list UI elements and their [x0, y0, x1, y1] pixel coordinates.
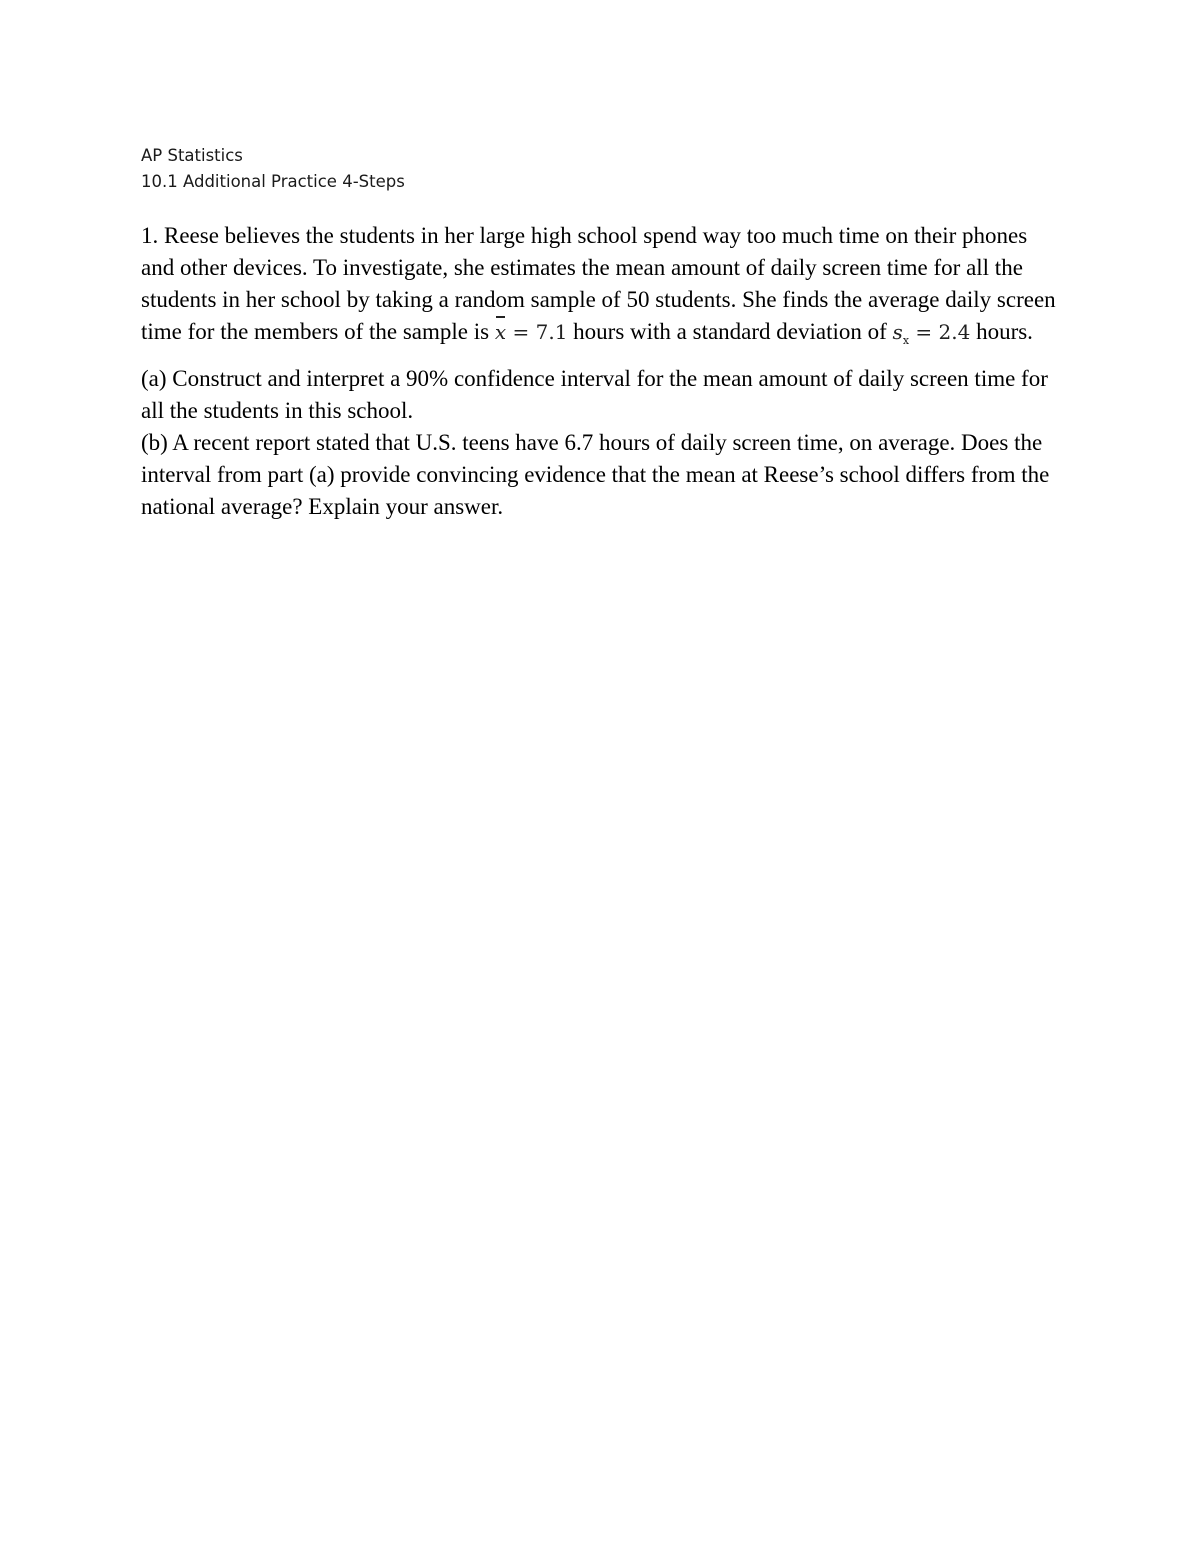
course-title: AP Statistics [141, 146, 243, 165]
x-bar-symbol: x [495, 316, 506, 348]
s-subscript: x [902, 334, 910, 347]
sample-sd-value: = 2.4 [909, 320, 971, 344]
part-b: (b) A recent report stated that U.S. teens have 6.7 hours of daily screen time, on average. Does the interval from part (a) provide convincing evidence that the mean at Reese’s school differs from the national average? Explain your answer. [141, 430, 1050, 519]
sample-mean-value: = 7.1 [506, 320, 568, 344]
problem-middle: hours with a standard deviation of [567, 319, 887, 344]
assignment-title: 10.1 Additional Practice 4-Steps [141, 172, 405, 191]
problem-statement [141, 220, 1061, 357]
document-header [141, 143, 405, 195]
part-a: (a) Construct and interpret a 90% confidence interval for the mean amount of daily screen time for all the students in this school. [141, 366, 1048, 423]
problem-end: hours. [970, 319, 1033, 344]
problem-1 [141, 220, 1061, 523]
s-symbol: $s_x$ [892, 320, 910, 347]
sample-mean-expression [495, 320, 568, 344]
problem-intro: 1. Reese believes the students in her large high school spend way too much time on their phones and other devices. To investigate, she estimates the mean amount of daily screen time for all the students in her school by taking a random sample of 50 students. She finds the average daily screen time for the members of the sample is [141, 223, 1056, 344]
sample-sd-expression [892, 320, 971, 347]
